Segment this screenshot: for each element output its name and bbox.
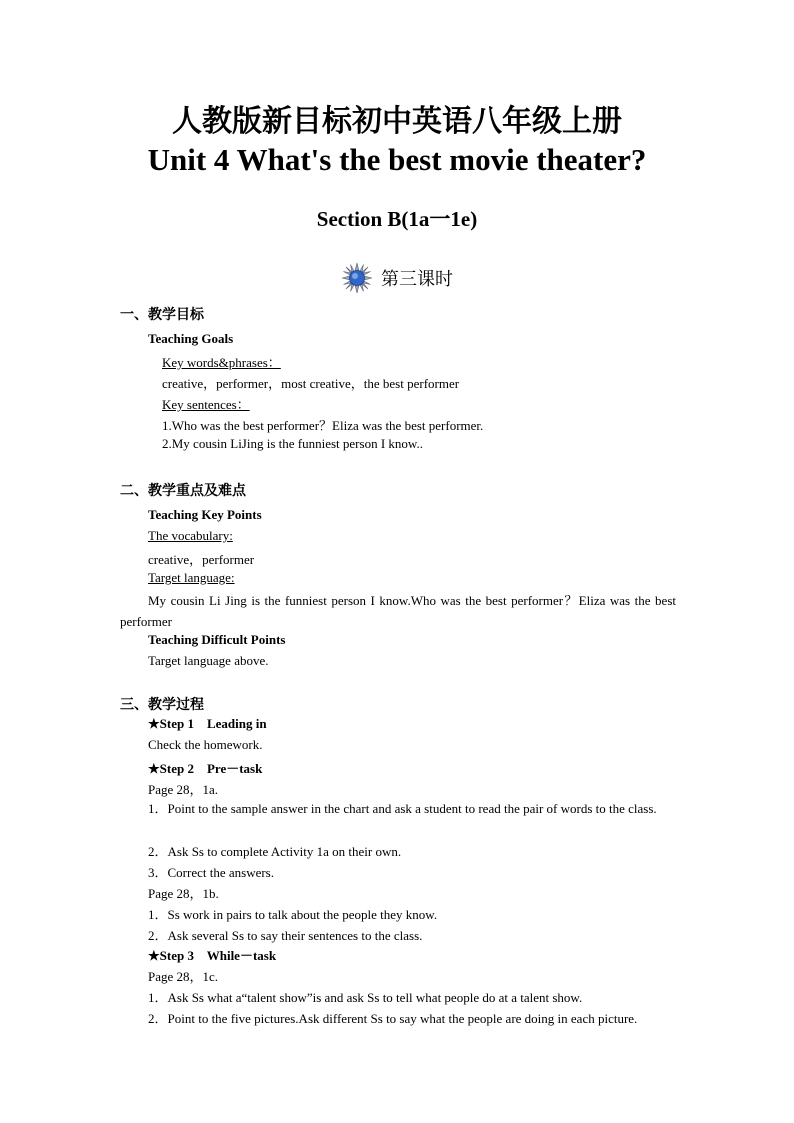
instruction-1a-1: 1．Point to the sample answer in the chart and ask a student to read the pair of words to the class. bbox=[148, 801, 657, 816]
instruction-1c-2: 2．Point to the five pictures.Ask different Ss to say what the people are doing in each picture. bbox=[148, 1011, 638, 1026]
sun-icon bbox=[341, 262, 373, 294]
step-3-heading: ★Step 3 While－task bbox=[148, 948, 277, 963]
teaching-goals-label: Teaching Goals bbox=[148, 331, 234, 346]
target-language-text: My cousin Li Jing is the funniest person I know.Who was the best performer？Eliza was the best performer bbox=[120, 593, 676, 629]
step-2-heading: ★Step 2 Pre－task bbox=[148, 761, 263, 776]
key-words-label: Key words&phrases： bbox=[162, 355, 281, 370]
teaching-key-points-label: Teaching Key Points bbox=[148, 507, 262, 522]
unit-title: Unit 4 What's the best movie theater? bbox=[147, 142, 647, 177]
page-ref-1b: Page 28，1b. bbox=[148, 886, 219, 901]
key-sentences-label: Key sentences： bbox=[162, 397, 250, 412]
difficult-points-text: Target language above. bbox=[148, 653, 269, 668]
key-sentence-1: 1.Who was the best performer？Eliza was the best performer. bbox=[162, 418, 484, 433]
teaching-difficult-points-label: Teaching Difficult Points bbox=[148, 632, 286, 647]
instruction-1c-1: 1．Ask Ss what a“talent show”is and ask Ss to tell what people do at a talent show. bbox=[148, 990, 583, 1005]
lesson-label bbox=[0, 262, 794, 294]
document-title: 人教版新目标初中英语八年级上册 bbox=[172, 104, 622, 139]
page-ref-1a: Page 28，1a. bbox=[148, 782, 219, 797]
lesson-text: 第三课时 bbox=[381, 269, 453, 290]
vocabulary-label: The vocabulary: bbox=[148, 528, 233, 543]
key-sentence-2: 2.My cousin LiJing is the funniest person I know.. bbox=[162, 436, 423, 451]
instruction-1a-2: 2．Ask Ss to complete Activity 1a on their own. bbox=[148, 844, 402, 859]
instruction-1b-2: 2．Ask several Ss to say their sentences to the class. bbox=[148, 928, 423, 943]
page-ref-1c: Page 28，1c. bbox=[148, 969, 219, 984]
step-1-heading: ★Step 1 Leading in bbox=[148, 716, 267, 731]
keypoints-heading: 二、教学重点及难点 bbox=[120, 483, 246, 499]
step-1-text: Check the homework. bbox=[148, 737, 263, 752]
instruction-1a-3: 3．Correct the answers. bbox=[148, 865, 274, 880]
instruction-1b-1: 1．Ss work in pairs to talk about the people they know. bbox=[148, 907, 438, 922]
vocabulary-text: creative，performer bbox=[148, 552, 255, 567]
goals-heading: 一、教学目标 bbox=[120, 307, 204, 323]
key-words-text: creative，performer，most creative，the best performer bbox=[162, 376, 460, 391]
process-heading: 三、教学过程 bbox=[120, 697, 204, 713]
section-title: Section B(1a一1e) bbox=[316, 207, 478, 231]
target-language-label: Target language: bbox=[148, 570, 235, 585]
